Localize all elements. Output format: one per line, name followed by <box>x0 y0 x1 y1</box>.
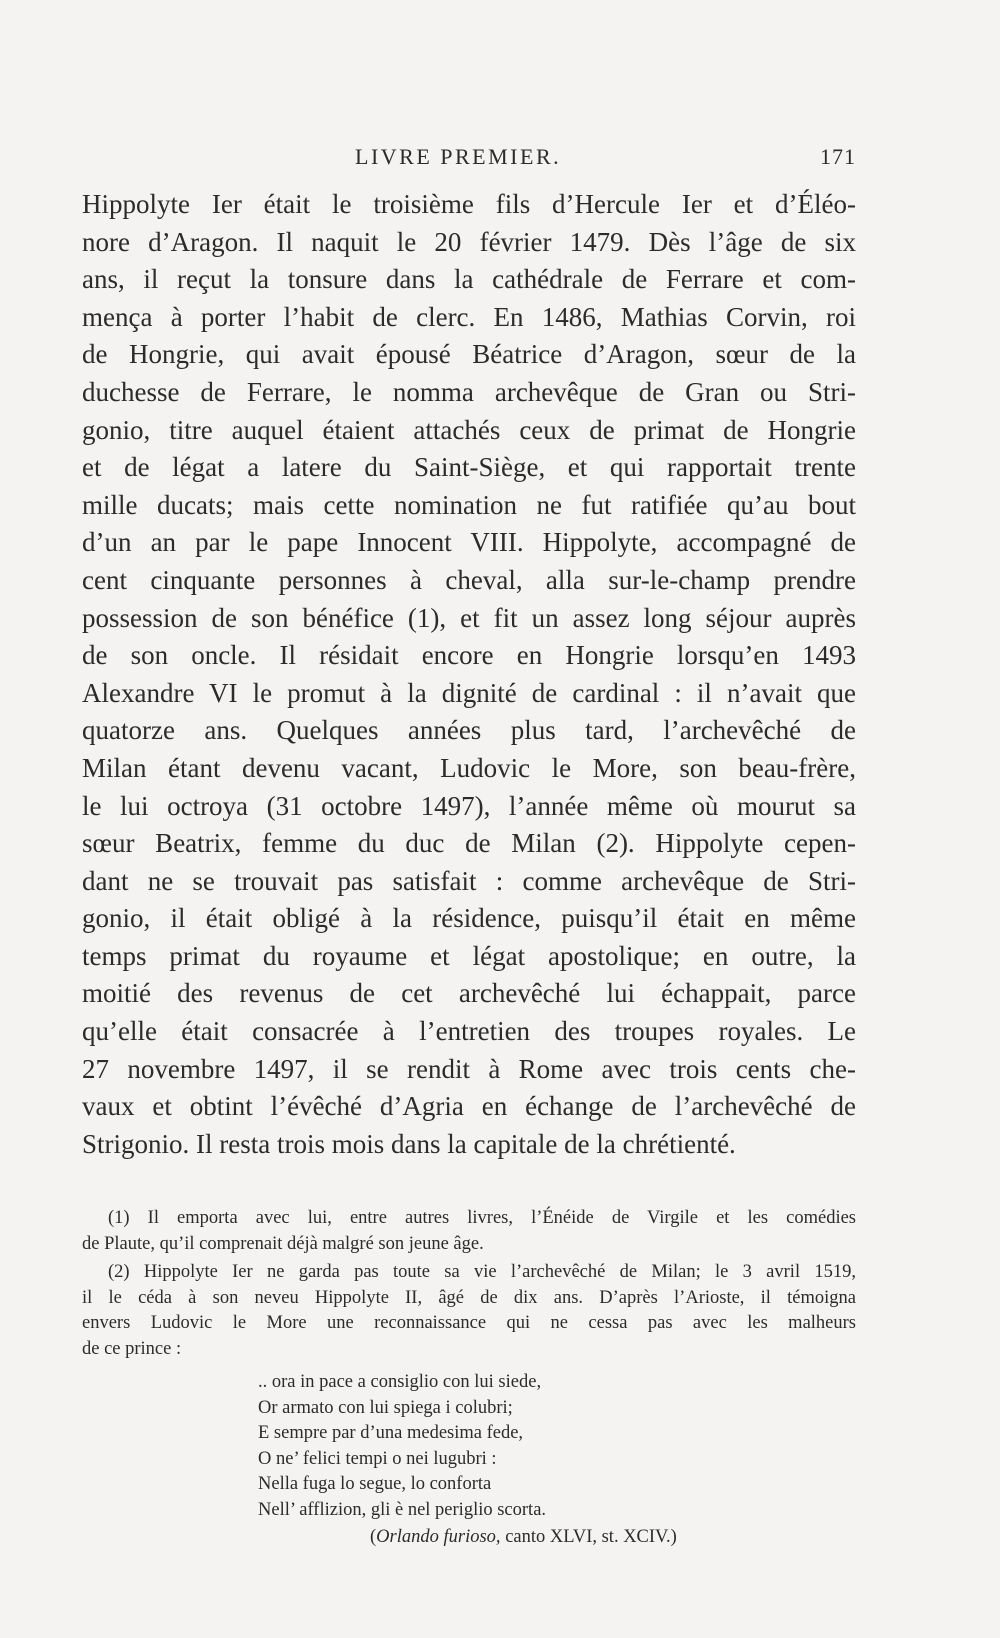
body-line: qu’elle était consacrée à l’entretien des troupes royales. Le <box>82 1016 856 1047</box>
page-number: 171 <box>820 144 856 169</box>
verse-quotation <box>258 1370 546 1524</box>
verse-line: Or armato con lui spiega i colubri; <box>258 1397 513 1418</box>
body-line: d’un an par le pape Innocent VIII. Hippolyte, accompagné de <box>82 527 856 558</box>
running-head <box>82 144 856 174</box>
body-line: gonio, titre auquel étaient attachés ceux de primat de Hongrie <box>82 414 856 445</box>
body-text <box>82 186 856 1163</box>
body-line: vaux et obtint l’évêché d’Agria en échange de l’archevêché de <box>82 1091 856 1122</box>
body-line: le lui octroya (31 octobre 1497), l’année même où mourut sa <box>82 790 856 821</box>
verse-line: O ne’ felici tempi o nei lugubri : <box>258 1448 497 1469</box>
body-line: Strigonio. Il resta trois mois dans la capitale de la chrétienté. <box>82 1128 736 1159</box>
verse-line: E sempre par d’una medesima fede, <box>258 1423 524 1444</box>
body-line: dant ne se trouvait pas satisfait : comme archevêque de Stri- <box>82 865 856 896</box>
body-line: mille ducats; mais cette nomination ne fut ratifiée qu’au bout <box>82 489 856 520</box>
body-line: cent cinquante personnes à cheval, alla sur-le-champ prendre <box>82 564 856 595</box>
footnote-2-line: envers Ludovic le More une reconnaissance qui ne cessa pas avec les malheurs <box>82 1313 856 1334</box>
body-line: de Hongrie, qui avait épousé Béatrice d’Aragon, sœur de la <box>82 339 856 370</box>
verse-citation <box>370 1525 677 1551</box>
footnote-2-line: il le céda à son neveu Hippolyte II, âgé de dix ans. D’après l’Arioste, il témoigna <box>82 1287 856 1308</box>
footnote-2-line: de ce prince : <box>82 1338 182 1359</box>
body-line: de son oncle. Il résidait encore en Hongrie lorsqu’en 1493 <box>82 640 856 671</box>
body-line: Alexandre VI le promut à la dignité de cardinal : il n’avait que <box>82 677 856 708</box>
body-line: possession de son bénéfice (1), et fit un assez long séjour auprès <box>82 602 856 633</box>
footnote-1-line: de Plaute, qu’il comprenait déjà malgré son jeune âge. <box>82 1233 484 1254</box>
footnote-1-line: (1) Il emporta avec lui, entre autres livres, l’Énéide de Virgile et les comédies <box>108 1208 856 1228</box>
verse-line: Nella fuga lo segue, lo conforta <box>258 1474 492 1495</box>
body-line: moitié des revenus de cet archevêché lui échappait, parce <box>82 978 856 1009</box>
verse-line: .. ora in pace a consiglio con lui siede, <box>258 1372 542 1392</box>
citation-open: ( <box>370 1527 377 1547</box>
running-title: LIVRE PREMIER. <box>355 144 562 169</box>
body-line: duchesse de Ferrare, le nomma archevêque de Gran ou Stri- <box>82 376 856 407</box>
footnote-2-line: (2) Hippolyte Ier ne garda pas toute sa vie l’archevêché de Milan; le 3 avril 1519, <box>108 1262 856 1283</box>
body-line: temps primat du royaume et légat apostolique; en outre, la <box>82 940 856 971</box>
body-line: nore d’Aragon. Il naquit le 20 février 1479. Dès l’âge de six <box>82 226 856 257</box>
body-line: ans, il reçut la tonsure dans la cathédrale de Ferrare et com- <box>82 264 856 295</box>
body-line: quatorze ans. Quelques années plus tard, l’archevêché de <box>82 715 856 746</box>
body-line: 27 novembre 1497, il se rendit à Rome avec trois cents che- <box>82 1053 856 1084</box>
verse-line: Nell’ afflizion, gli è nel periglio scorta. <box>258 1499 547 1520</box>
body-line: et de légat a latere du Saint-Siège, et qui rapportait trente <box>82 452 856 483</box>
body-line: Milan étant devenu vacant, Ludovic le More, son beau-frère, <box>82 752 856 783</box>
citation-work-title: Orlando furioso, <box>376 1527 501 1547</box>
body-line: mença à porter l’habit de clerc. En 1486, Mathias Corvin, roi <box>82 301 856 332</box>
body-line: Hippolyte Ier était le troisième fils d’Hercule Ier et d’Éléo- <box>82 189 856 219</box>
body-line: gonio, il était obligé à la résidence, puisqu’il était en même <box>82 903 856 934</box>
body-line: sœur Beatrix, femme du duc de Milan (2). Hippolyte cepen- <box>82 828 856 859</box>
footnotes <box>82 1206 856 1363</box>
citation-reference: canto XLVI, st. XCIV.) <box>500 1527 677 1547</box>
